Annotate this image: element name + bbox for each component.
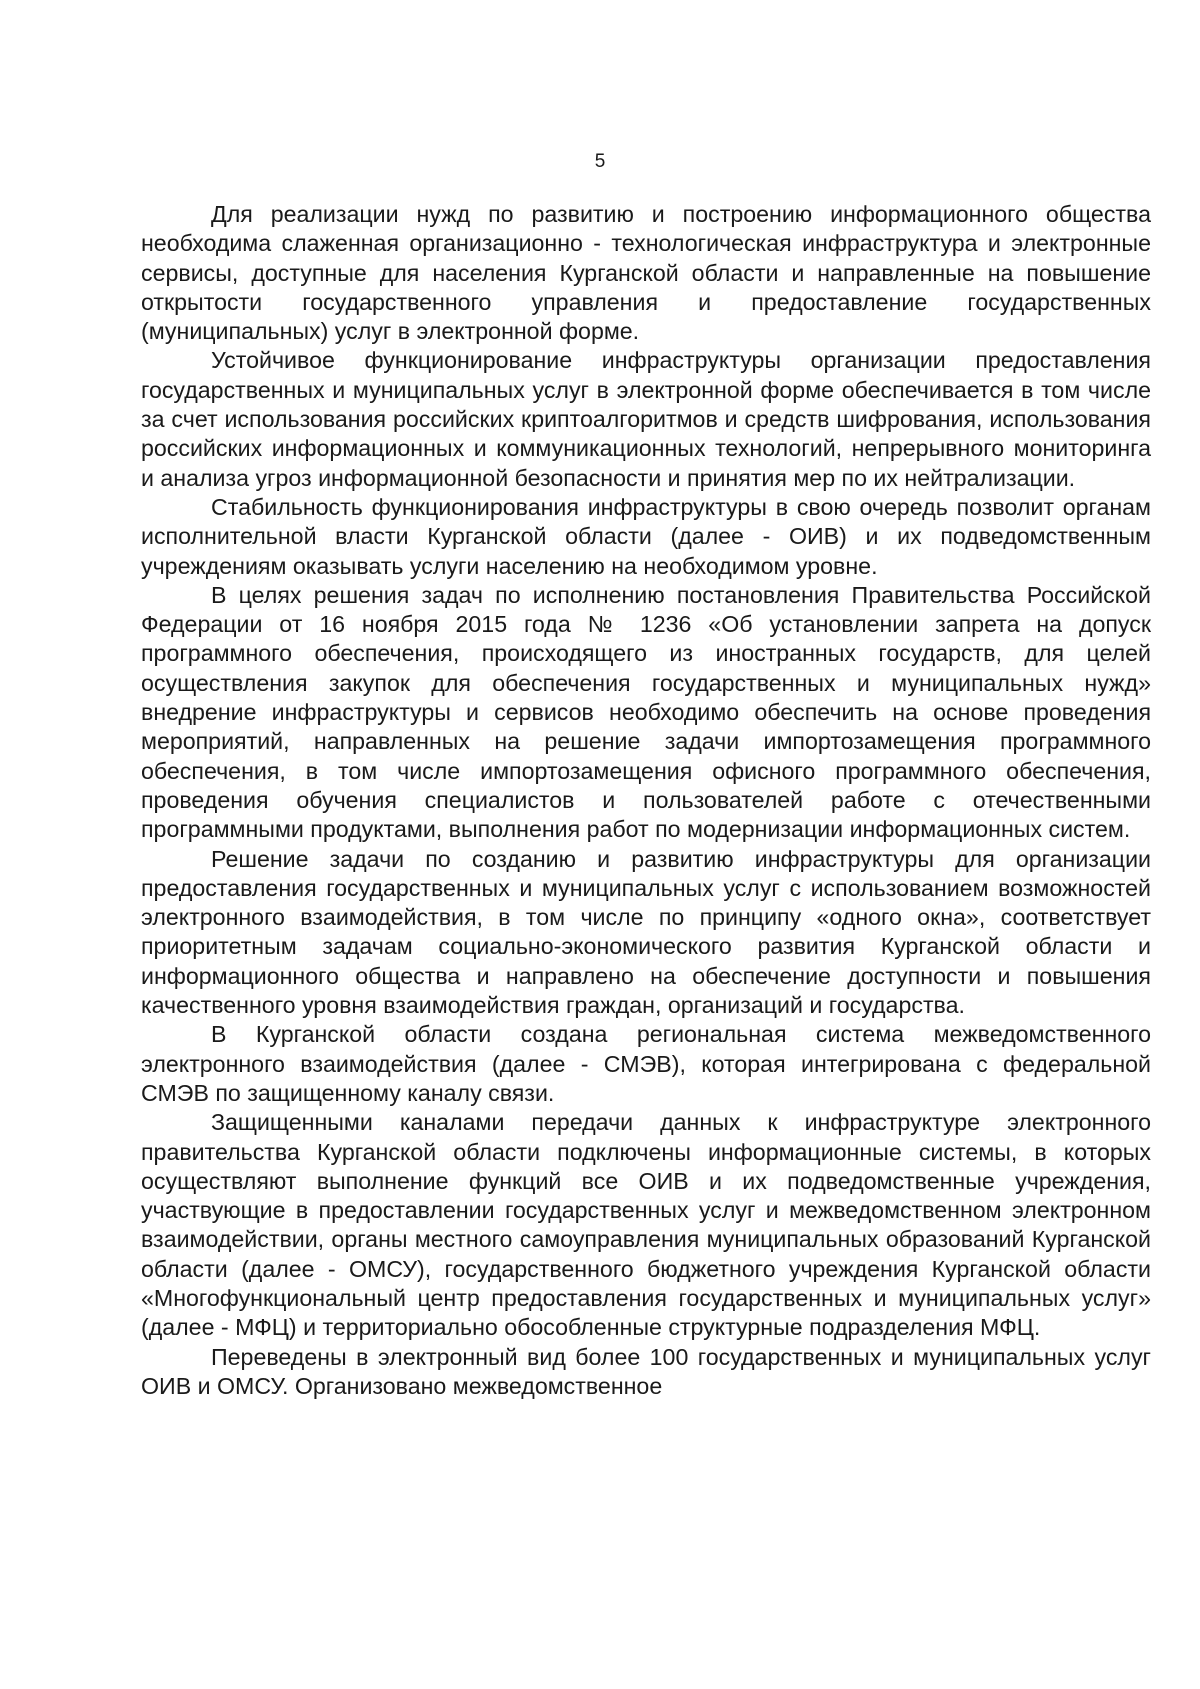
- paragraph-sustainable-functioning: Устойчивое функционирование инфраструктуры организации предоставления государственных и муниципальных услуг в электронной форме обеспечивается в том числе за счет использования российских криптоалгоритмов и средств шифрования, использования российских информационных и коммуникационных технологий, непрерывного мониторинга и анализа угроз информационной безопасности и принятия мер по их нейтрализации.: [141, 347, 1151, 491]
- body-text: [141, 200, 1151, 1401]
- paragraph-import-substitution: В целях решения задач по исполнению постановления Правительства Российской Федерации от 16 ноября 2015 года № 1236 «Об установлении запрета на допуск программного обеспечения, происходящего из иностранных государств, для целей осуществления закупок для обеспечения государственных и муниципальных нужд» внедрение инфраструктуры и сервисов необходимо обеспечить на основе проведения мероприятий, направленных на решение задачи импортозамещения программного обеспечения, в том числе импортозамещения офисного программного обеспечения, проведения обучения специалистов и пользователей работе с отечественными программными продуктами, выполнения работ по модернизации информационных систем.: [141, 581, 1151, 843]
- paragraph-infrastructure-need: Для реализации нужд по развитию и построению информационного общества необходима слаженная организационно - технологическая инфраструктура и электронные сервисы, доступные для населения Курганской области и направленные на повышение открытости государственного управления и предоставление государственных (муниципальных) услуг в электронной форме.: [141, 201, 1151, 345]
- paragraph-one-window: Решение задачи по созданию и развитию инфраструктуры для организации предоставления государственных и муниципальных услуг с использованием возможностей электронного взаимодействия, в том числе по принципу «одного окна», соответствует приоритетным задачам социально-экономического развития Курганской области и информационного общества и направлено на обеспечение доступности и повышения качественного уровня взаимодействия граждан, организаций и государства.: [141, 845, 1151, 1019]
- paragraph-electronic-services: Переведены в электронный вид более 100 государственных и муниципальных услуг ОИВ и ОМСУ. Организовано межведомственное: [141, 1343, 1151, 1399]
- paragraph-smev: В Курганской области создана региональная система межведомственного электронного взаимодействия (далее - СМЭВ), которая интегрирована с федеральной СМЭВ по защищенному каналу связи.: [141, 1021, 1151, 1106]
- paragraph-protected-channels: Защищенными каналами передачи данных к инфраструктуре электронного правительства Курганской области подключены информационные системы, в которых осуществляют выполнение функций все ОИВ и их подведомственные учреждения, участвующие в предоставлении государственных услуг и межведомственном электронном взаимодействии, органы местного самоуправления муниципальных образований Курганской области (далее - ОМСУ), государственного бюджетного учреждения Курганской области «Многофункциональный центр предоставления государственных и муниципальных услуг» (далее - МФЦ) и территориально обособленные структурные подразделения МФЦ.: [141, 1109, 1151, 1341]
- paragraph-stability: Стабильность функционирования инфраструктуры в свою очередь позволит органам исполнительной власти Курганской области (далее - ОИВ) и их подведомственным учреждениям оказывать услуги населению на необходимом уровне.: [141, 493, 1151, 579]
- page-number: 5: [594, 151, 606, 172]
